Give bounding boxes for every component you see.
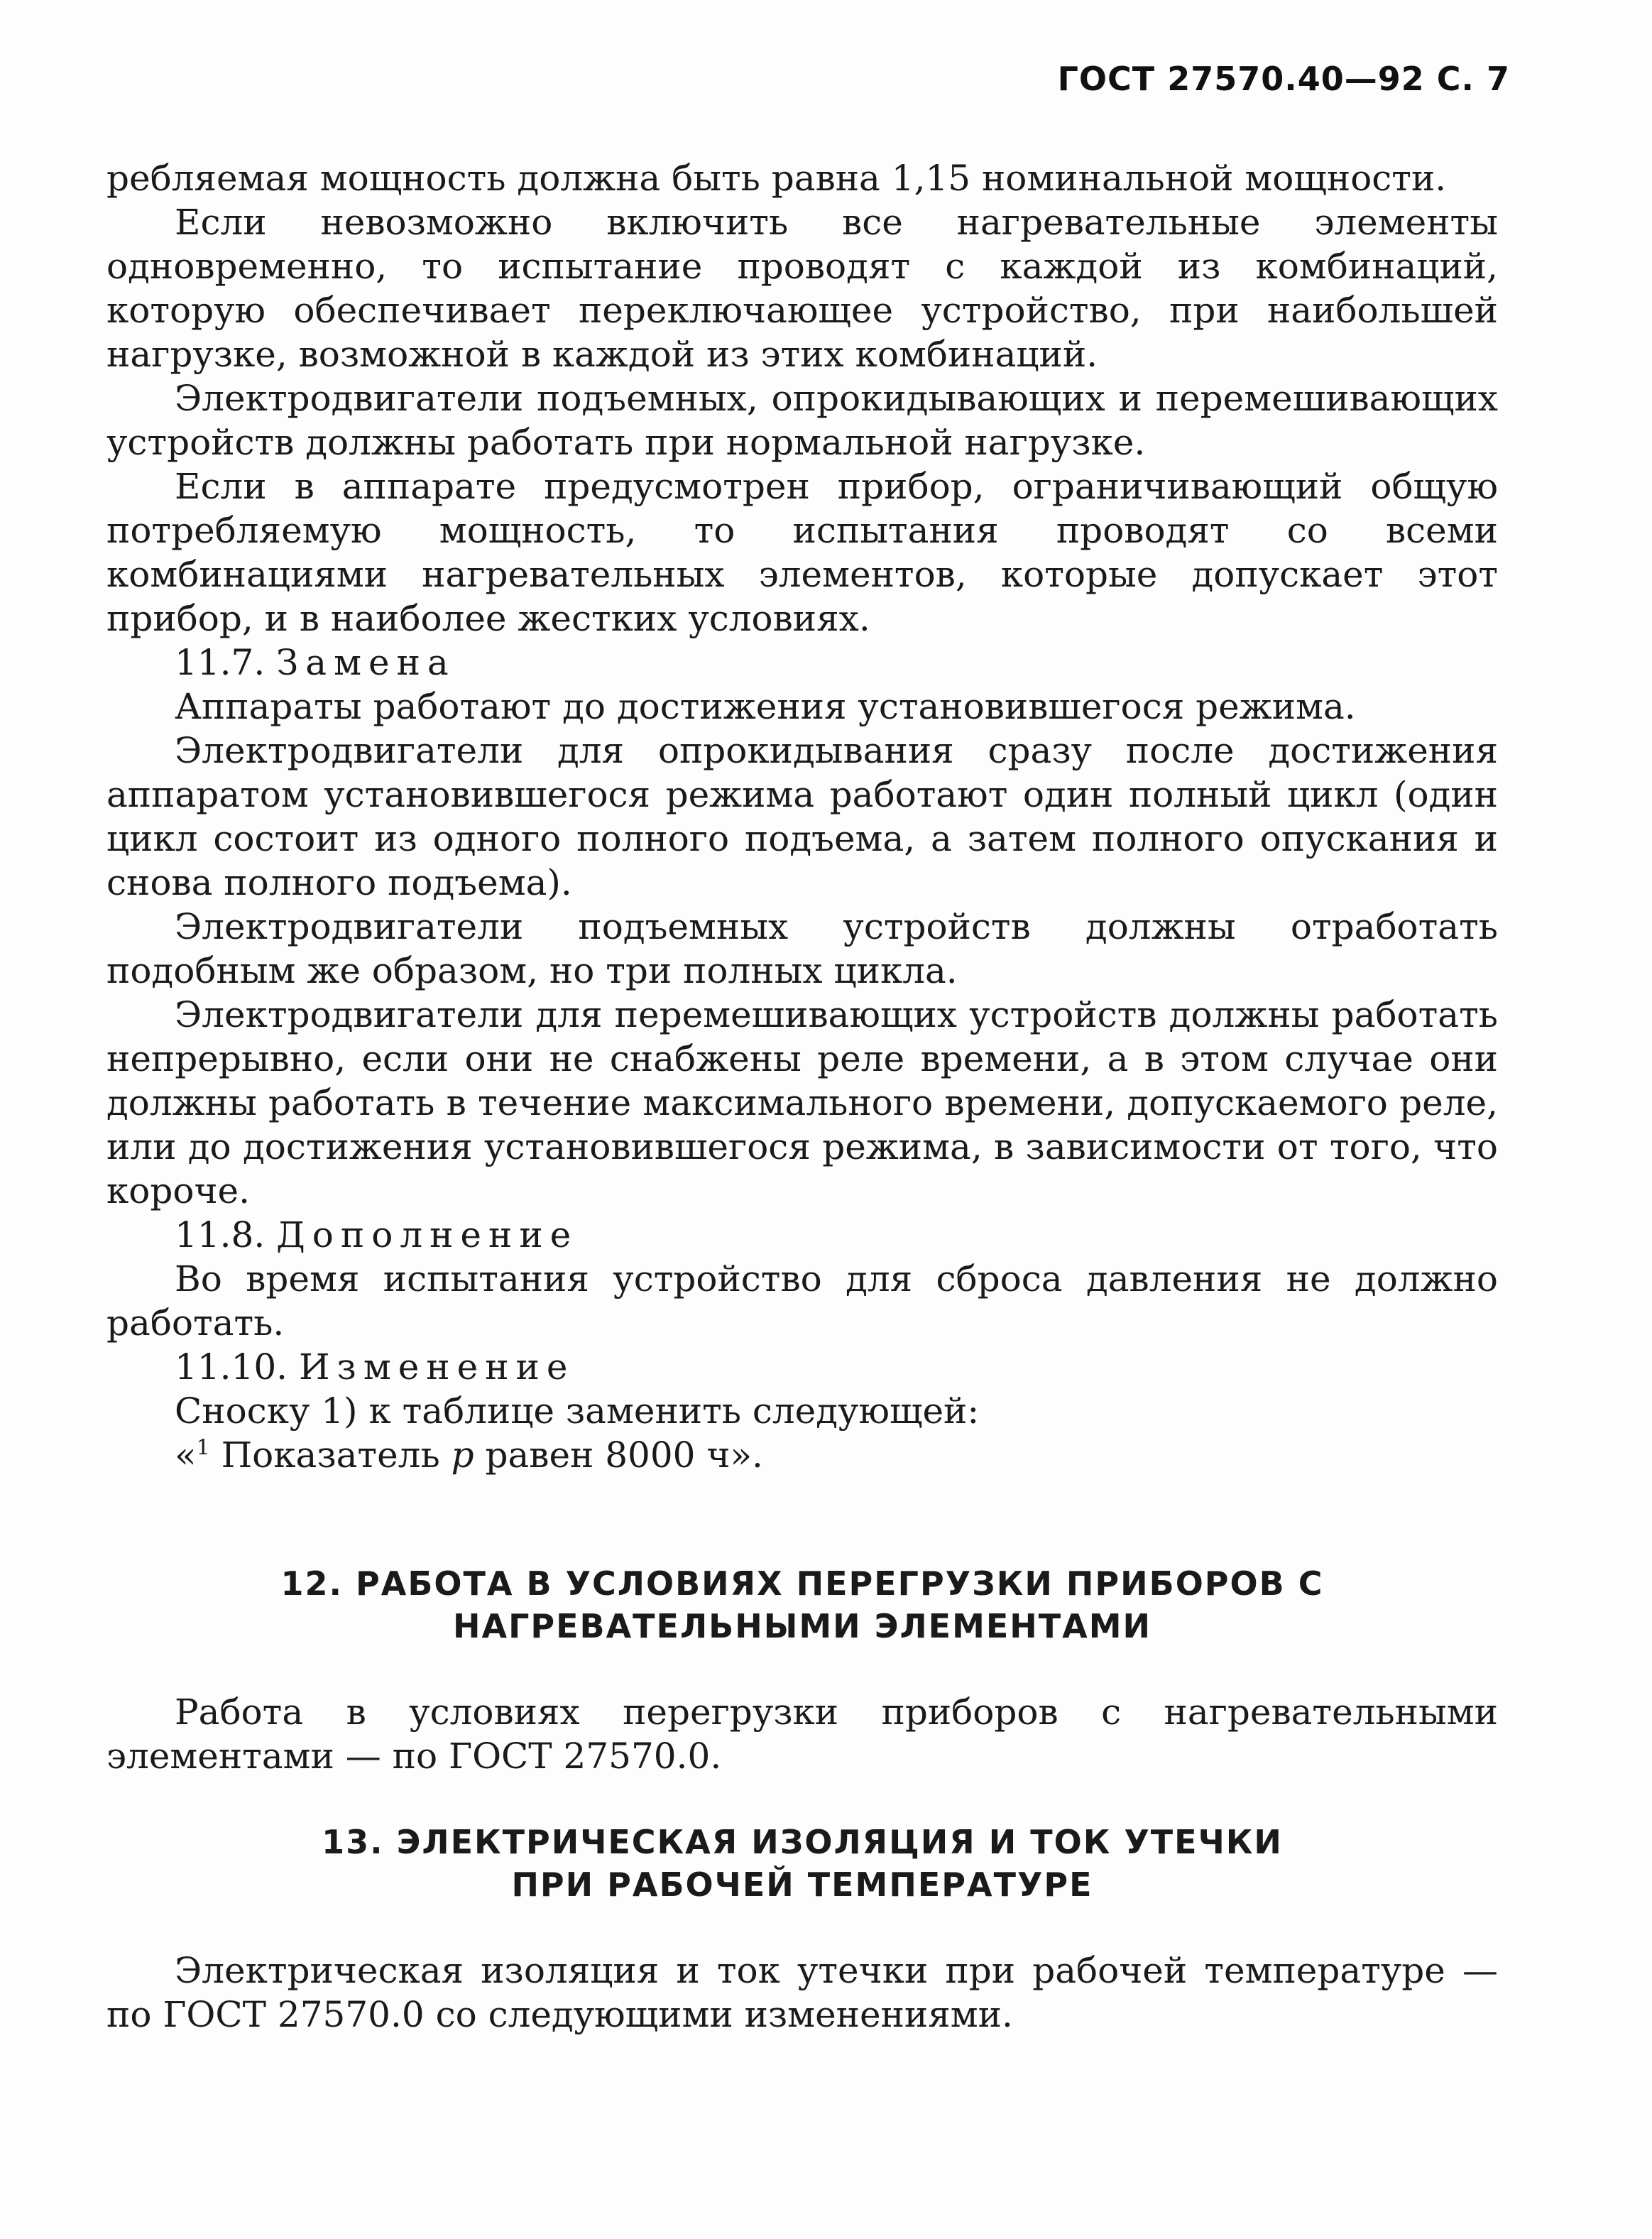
clause-title: Изменение bbox=[298, 1346, 575, 1388]
clause-number: 11.8. bbox=[175, 1214, 266, 1255]
clause-11-10-heading bbox=[106, 1345, 1498, 1389]
paragraph-motors-load: Электродвигатели подъемных, опрокидывающих и перемешивающих устройств должны работать при нормальной нагрузке. bbox=[106, 378, 1498, 463]
clause-11-8-heading bbox=[106, 1213, 1498, 1257]
footnote-quote bbox=[106, 1433, 1498, 1477]
section-13-heading-line2: ПРИ РАБОЧЕЙ ТЕМПЕРАТУРЕ bbox=[511, 1865, 1093, 1904]
footnote-mark: 1 bbox=[196, 1435, 210, 1461]
paragraph-heating-elements: Если невозможно включить все нагревательные элементы одновременно, то испытание проводят с каждой из комбинаций, которую обеспечивает переключающее устройство, при наибольшей нагрузке, возможной в каждой из этих комбинаций. bbox=[106, 202, 1498, 375]
paragraph-continuation: ребляемая мощность должна быть равна 1,15 номинальной мощности. bbox=[106, 158, 1447, 199]
section-12-text: Работа в условиях перегрузки приборов с нагревательными элементами — по ГОСТ 27570.0. bbox=[106, 1691, 1498, 1777]
quote-text-a: Показатель bbox=[209, 1434, 452, 1476]
section-13-heading-line1: 13. ЭЛЕКТРИЧЕСКАЯ ИЗОЛЯЦИЯ И ТОК УТЕЧКИ bbox=[322, 1823, 1283, 1861]
section-12-heading bbox=[106, 1562, 1498, 1647]
clause-11-7-p3: Электродвигатели подъемных устройств должны отработать подобным же образом, но три полных цикла. bbox=[106, 906, 1498, 991]
section-12-heading-line2: НАГРЕВАТЕЛЬНЫМИ ЭЛЕМЕНТАМИ bbox=[452, 1607, 1152, 1645]
clause-number: 11.7. bbox=[175, 642, 266, 683]
quote-variable: р bbox=[451, 1434, 474, 1476]
section-13-text: Электрическая изоляция и ток утечки при рабочей температуре — по ГОСТ 27570.0 со следующими изменениями. bbox=[106, 1950, 1498, 2035]
quote-open: « bbox=[175, 1434, 197, 1476]
running-head: ГОСТ 27570.40—92 С. 7 bbox=[1057, 60, 1510, 98]
clause-11-7-heading bbox=[106, 641, 1498, 685]
paragraph-power-limiter: Если в аппарате предусмотрен прибор, ограничивающий общую потребляемую мощность, то испытания проводят со всеми комбинациями нагревательных элементов, которые допускает этот прибор, и в наиболее жестких условиях. bbox=[106, 466, 1498, 639]
clause-title: Замена bbox=[276, 642, 456, 683]
clause-title: Дополнение bbox=[276, 1214, 579, 1255]
section-13-heading bbox=[106, 1821, 1498, 1906]
clause-number: 11.10. bbox=[175, 1346, 288, 1388]
clause-11-7-p4: Электродвигатели для перемешивающих устройств должны работать непрерывно, если они не снабжены реле времени, а в этом случае они должны работать в течение максимального времени, допускаемого реле, или до достижения установившегося режима, в зависимости от того, что короче. bbox=[106, 994, 1498, 1211]
section-12-heading-line1: 12. РАБОТА В УСЛОВИЯХ ПЕРЕГРУЗКИ ПРИБОРОВ С bbox=[280, 1564, 1324, 1603]
quote-text-b: равен 8000 ч». bbox=[474, 1434, 763, 1476]
clause-11-8-p1: Во время испытания устройство для сброса давления не должно работать. bbox=[106, 1258, 1498, 1344]
clause-11-10-p1: Сноску 1) к таблице заменить следующей: bbox=[175, 1390, 980, 1432]
body-text bbox=[106, 156, 1498, 2037]
clause-11-7-p2: Электродвигатели для опрокидывания сразу после достижения аппаратом установившегося режима работают один полный цикл (один цикл состоит из одного полного подъема, а затем полного опускания и снова полного подъема). bbox=[106, 730, 1498, 903]
clause-11-7-p1: Аппараты работают до достижения установившегося режима. bbox=[175, 686, 1356, 727]
